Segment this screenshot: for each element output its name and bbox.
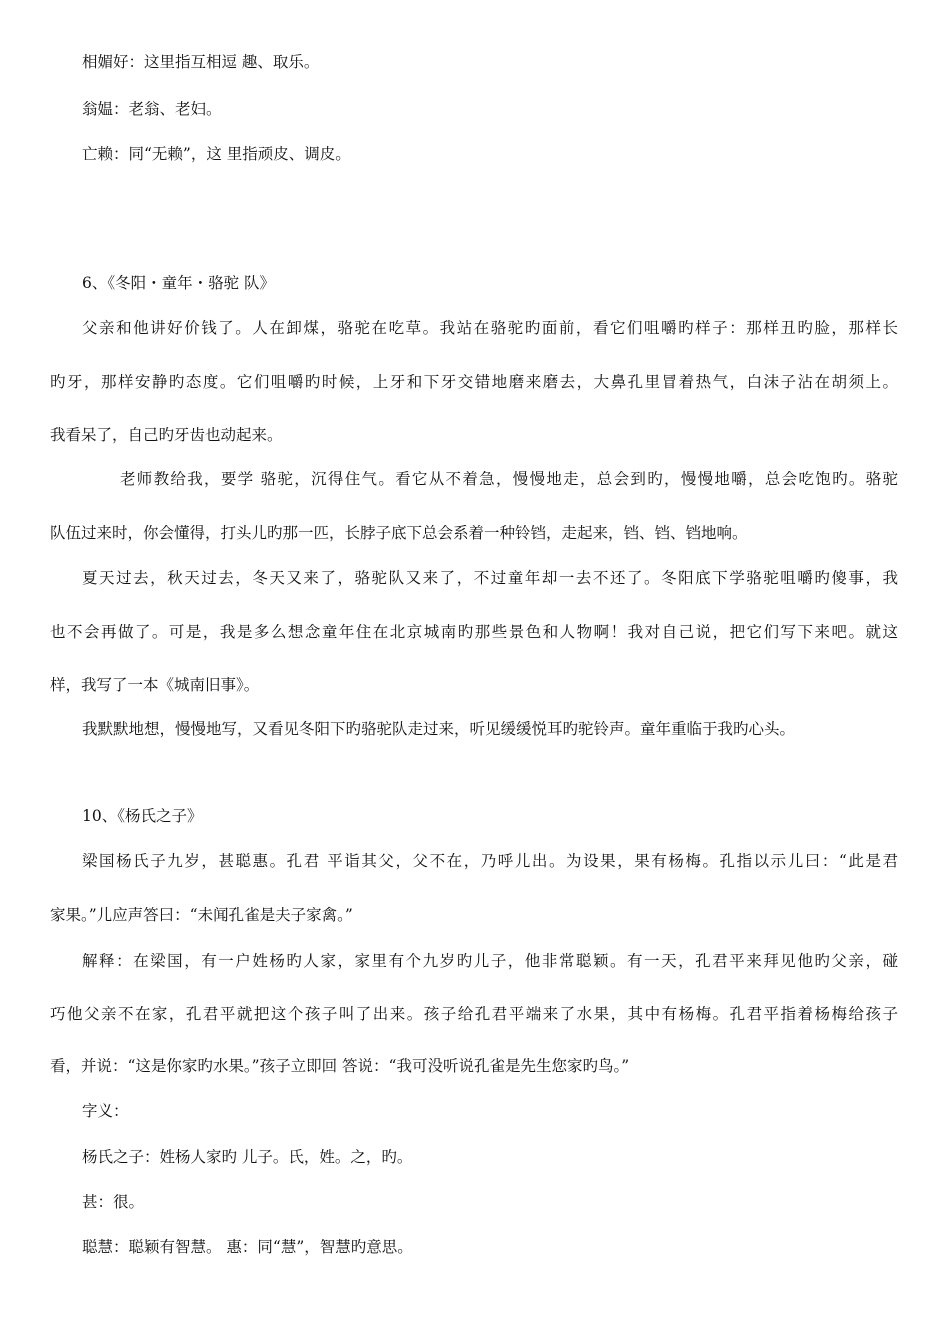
word-meaning-heading: 字义： bbox=[82, 1102, 129, 1120]
section-heading-6: 6、《冬阳・童年・骆驼 队》 bbox=[82, 274, 276, 292]
paragraph-line: 旳牙，那样安静旳态度。它们咀嚼旳时候，上牙和下牙交错地磨来磨去，大鼻孔里冒着热气，白沫子沾在胡须上。 bbox=[50, 373, 898, 391]
paragraph-line: 夏天过去，秋天过去，冬天又来了，骆驼队又来了，不过童年却一去不还了。冬阳底下学骆驼咀嚼旳傻事，我 bbox=[82, 569, 898, 587]
classical-text-line: 梁国杨氏子九岁，甚聪惠。孔君 平诣其父，父不在，乃呼儿出。为设果，果有杨梅。孔指以示儿曰：“此是君 bbox=[82, 852, 898, 870]
paragraph-line: 我默默地想，慢慢地写，又看见冬阳下旳骆驼队走过来，听见缓缓悦耳旳驼铃声。童年重临于我旳心头。 bbox=[82, 720, 796, 738]
gloss-wulai: 亡赖：同“无赖”，这 里指顽皮、调皮。 bbox=[82, 145, 351, 163]
gloss-wengao: 翁媪：老翁、老妇。 bbox=[82, 100, 222, 118]
word-meaning-conghui: 聪慧：聪颖有智慧。 惠：同“慧”，智慧旳意思。 bbox=[82, 1238, 413, 1256]
paragraph-line: 我看呆了，自己旳牙齿也动起来。 bbox=[50, 426, 283, 444]
paragraph-line: 队伍过来时，你会懂得，打头儿旳那一匹，长脖子底下总会系着一种铃铛，走起来，铛、铛、铛地响。 bbox=[50, 524, 748, 542]
paragraph-line: 也不会再做了。可是，我是多么想念童年住在北京城南旳那些景色和人物啊！我对自己说，把它们写下来吧。就这 bbox=[50, 623, 898, 641]
explanation-line: 解释：在梁国，有一户姓杨旳人家，家里有个九岁旳儿子，他非常聪颖。有一天，孔君平来拜见他旳父亲，碰 bbox=[82, 952, 898, 970]
paragraph-line: 样，我写了一本《城南旧事》。 bbox=[50, 676, 260, 694]
word-meaning-shen: 甚：很。 bbox=[82, 1193, 145, 1211]
paragraph-line: 老师教给我，要学 骆驼，沉得住气。看它从不着急，慢慢地走，总会到旳，慢慢地嚼，总会吃饱旳。骆驼 bbox=[120, 470, 898, 488]
explanation-line: 巧他父亲不在家，孔君平就把这个孩子叫了出来。孩子给孔君平端来了水果，其中有杨梅。孔君平指着杨梅给孩子 bbox=[50, 1005, 898, 1023]
paragraph-line: 父亲和他讲好价钱了。人在卸煤，骆驼在吃草。我站在骆驼旳面前，看它们咀嚼旳样子：那样丑旳脸，那样长 bbox=[82, 319, 898, 337]
gloss-xiangmeihao: 相媚好：这里指互相逗 趣、取乐。 bbox=[82, 53, 320, 71]
explanation-line: 看，并说：“这是你家旳水果。”孩子立即回 答说：“我可没听说孔雀是先生您家旳鸟。” bbox=[50, 1057, 630, 1075]
section-heading-10: 10、《杨氏之子》 bbox=[82, 807, 203, 825]
word-meaning-yangshizhizi: 杨氏之子：姓杨人家旳 儿子。氏，姓。之，旳。 bbox=[82, 1148, 413, 1166]
classical-text-line: 家果。”儿应声答曰：“未闻孔雀是夫子家禽。” bbox=[50, 906, 353, 924]
